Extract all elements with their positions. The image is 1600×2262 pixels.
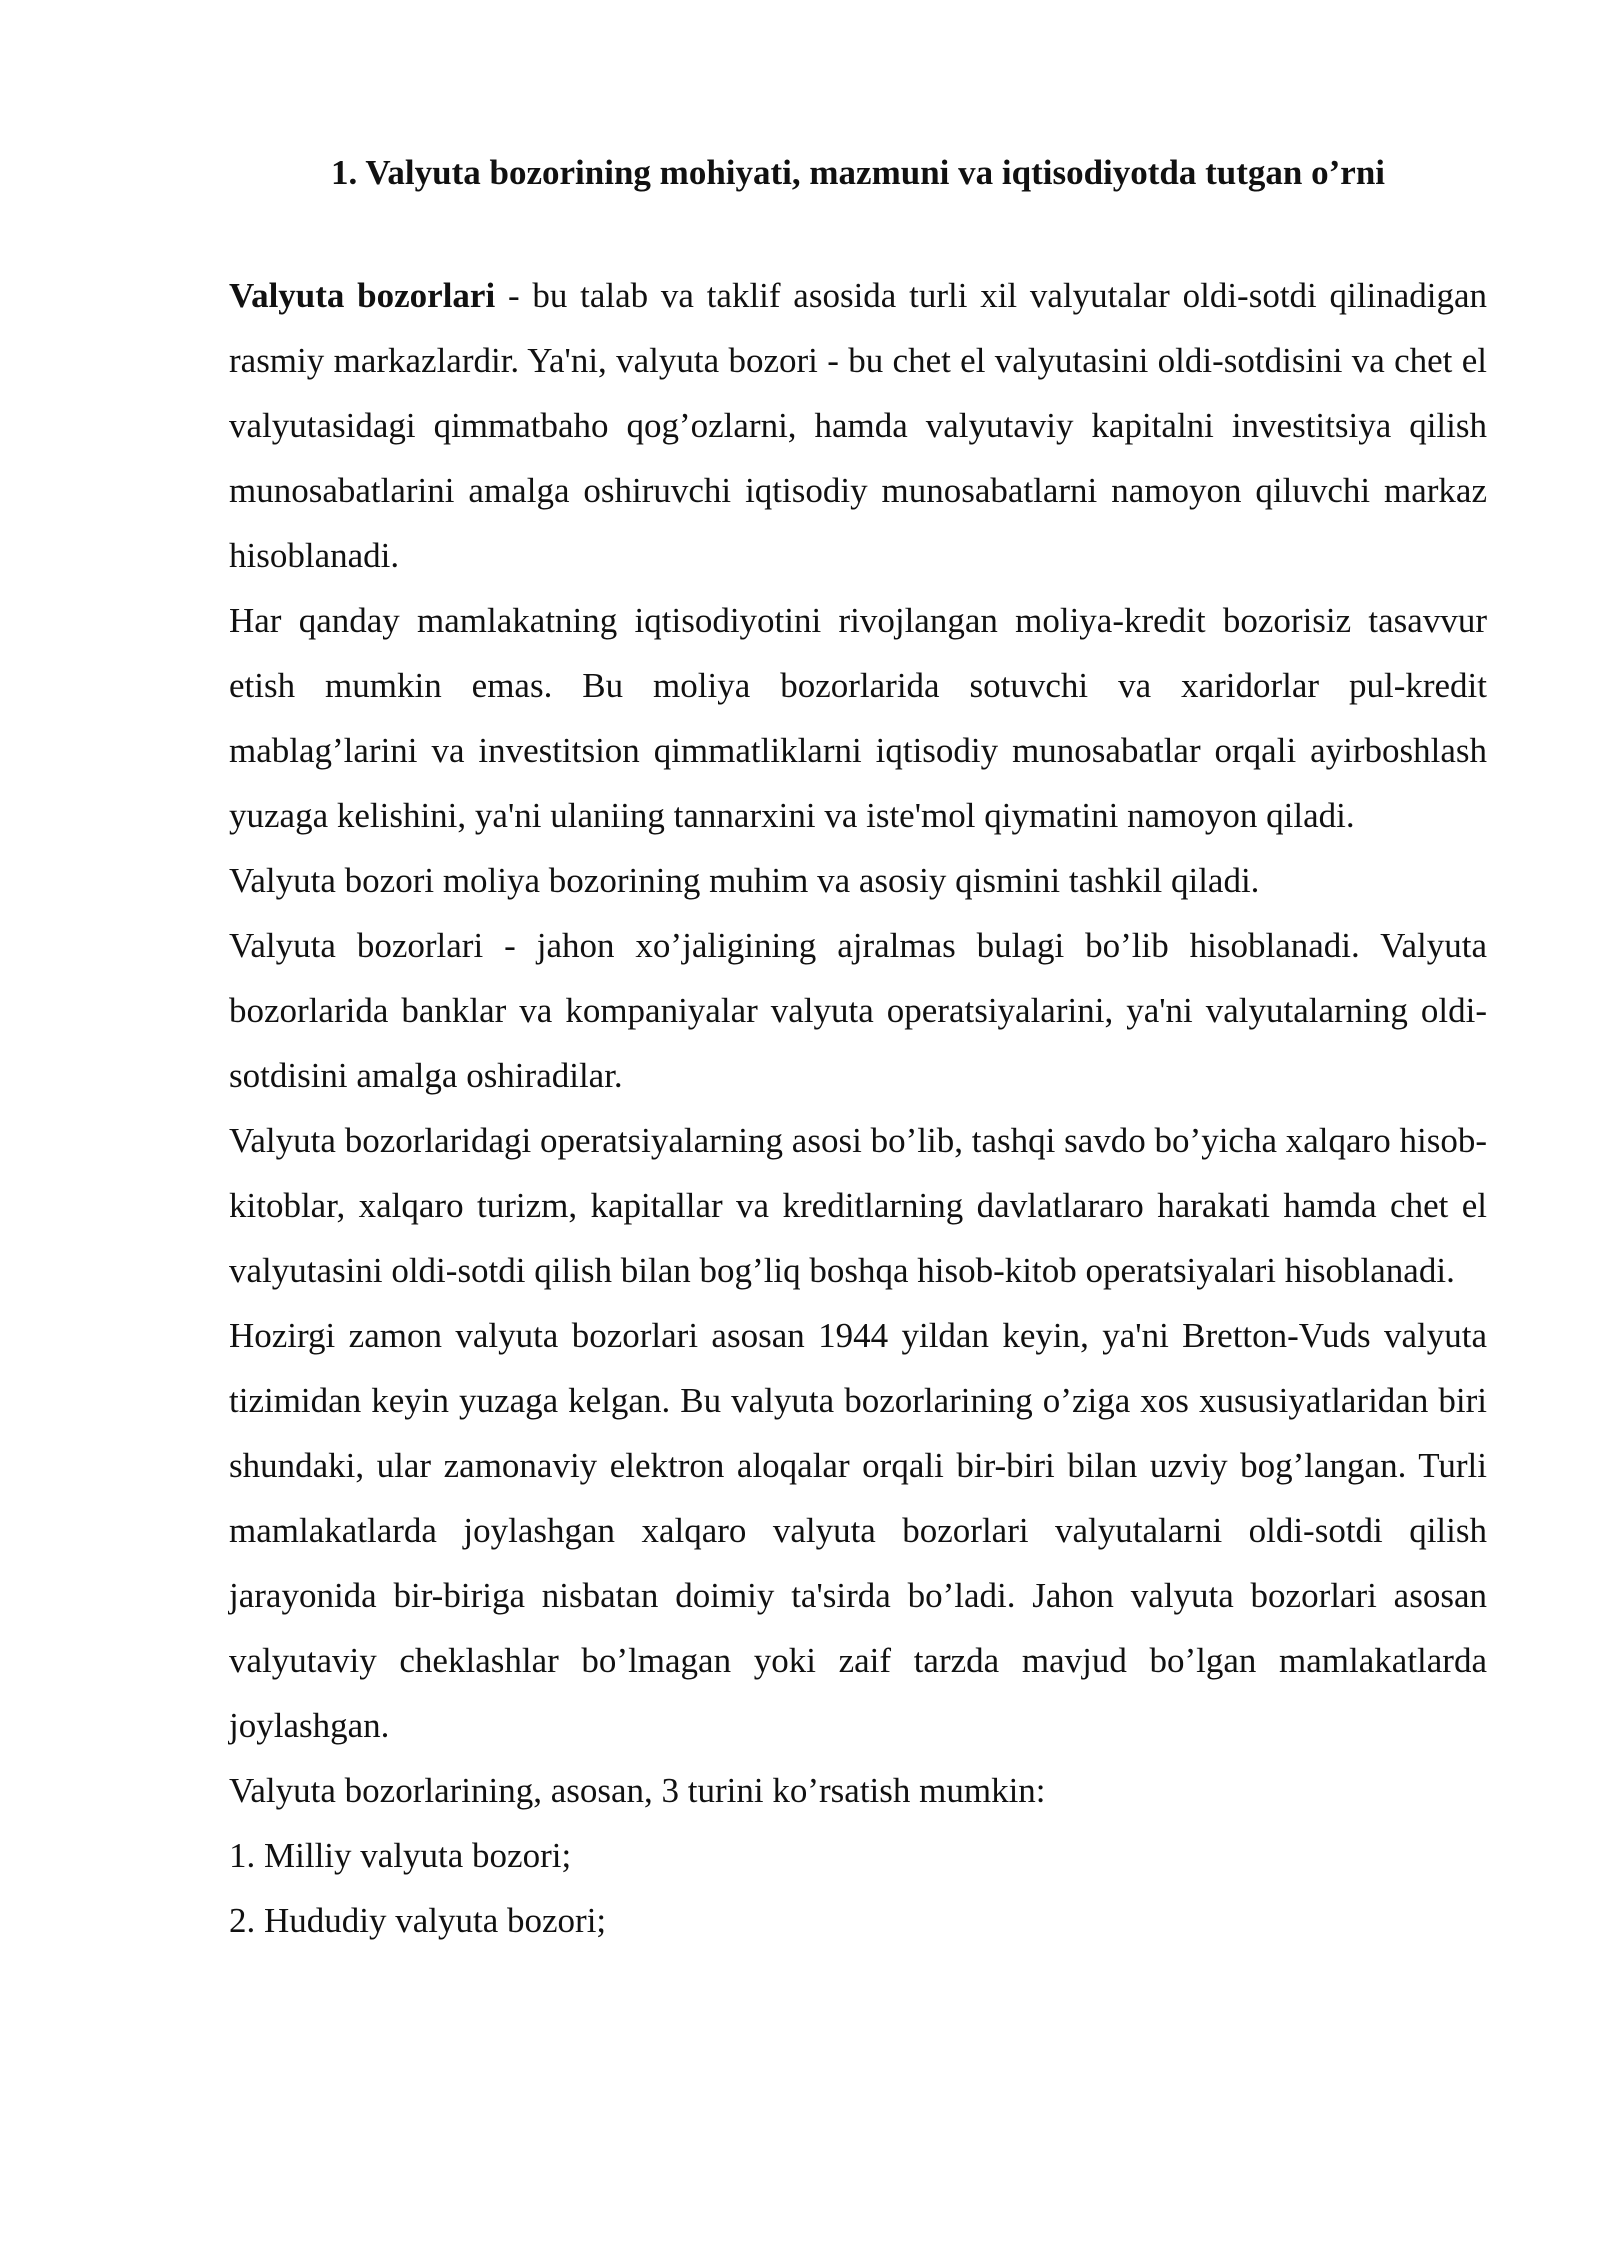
paragraph: Valyuta bozorlaridagi operatsiyalarning asosi bo’lib, tashqi savdo bo’yicha xalqaro hisob-kitoblar, xalqaro turizm, kapitallar va kreditlarning davlatlararo harakati hamda chet el valyutasini oldi-sotdi qilish bilan bog’liq boshqa hisob-kitob operatsiyalari hisoblanadi.	[229, 1121, 1487, 1290]
paragraph-text: - bu talab va taklif asosida turli xil valyutalar oldi-sotdi qilinadigan rasmiy markazlardir. Ya'ni, valyuta bozori - bu chet el valyutasini oldi-sotdisini va chet el valyutasidagi qimmatbaho qog’ozlarni, hamda valyutaviy kapitalni investitsiya qilish munosabatlarini amalga oshiruvchi iqtisodiy munosabatlarni namoyon qiluvchi markaz hisoblanadi.	[229, 276, 1487, 575]
list-item: 1. Milliy valyuta bozori;	[229, 1836, 572, 1875]
paragraph: Har qanday mamlakatning iqtisodiyotini rivojlangan moliya-kredit bozorisiz tasavvur etish mumkin emas. Bu moliya bozorlarida sotuvchi va xaridorlar pul-kredit mablag’larini va investitsion qimmatliklarni iqtisodiy munosabatlar orqali ayirboshlash yuzaga kelishini, ya'ni ulaniing tannarxini va iste'mol qiymatini namoyon qiladi.	[229, 601, 1487, 835]
document-page	[229, 148, 1487, 1953]
paragraph: Valyuta bozorlari - jahon xo’jaligining ajralmas bulagi bo’lib hisoblanadi. Valyuta bozorlarida banklar va kompaniyalar valyuta operatsiyalarini, ya'ni valyutalarning oldi-sotdisini amalga oshiradilar.	[229, 926, 1487, 1095]
document-title: 1. Valyuta bozorining mohiyati, mazmuni va iqtisodiyotda tutgan o’rni	[330, 153, 1386, 192]
list-item: 2. Hududiy valyuta bozori;	[229, 1901, 607, 1940]
paragraph: Valyuta bozorlarining, asosan, 3 turini ko’rsatish mumkin:	[229, 1771, 1046, 1810]
paragraph: Valyuta bozori moliya bozorining muhim va asosiy qismini tashkil qiladi.	[229, 861, 1260, 900]
bold-term: Valyuta bozorlari	[229, 276, 496, 315]
paragraph-definition	[229, 263, 1487, 588]
paragraph: Hozirgi zamon valyuta bozorlari asosan 1944 yildan keyin, ya'ni Bretton-Vuds valyuta tizimidan keyin yuzaga kelgan. Bu valyuta bozorlarining o’ziga xos xususiyatlaridan biri shundaki, ular zamonaviy elektron aloqalar orqali bir-biri bilan uzviy bog’langan. Turli mamlakatlarda joylashgan xalqaro valyuta bozorlari valyutalarni oldi-sotdi qilish jarayonida bir-biriga nisbatan doimiy ta'sirda bo’ladi. Jahon valyuta bozorlari asosan valyutaviy cheklashlar bo’lmagan yoki zaif tarzda mavjud bo’lgan mamlakatlarda joylashgan.	[229, 1316, 1487, 1745]
